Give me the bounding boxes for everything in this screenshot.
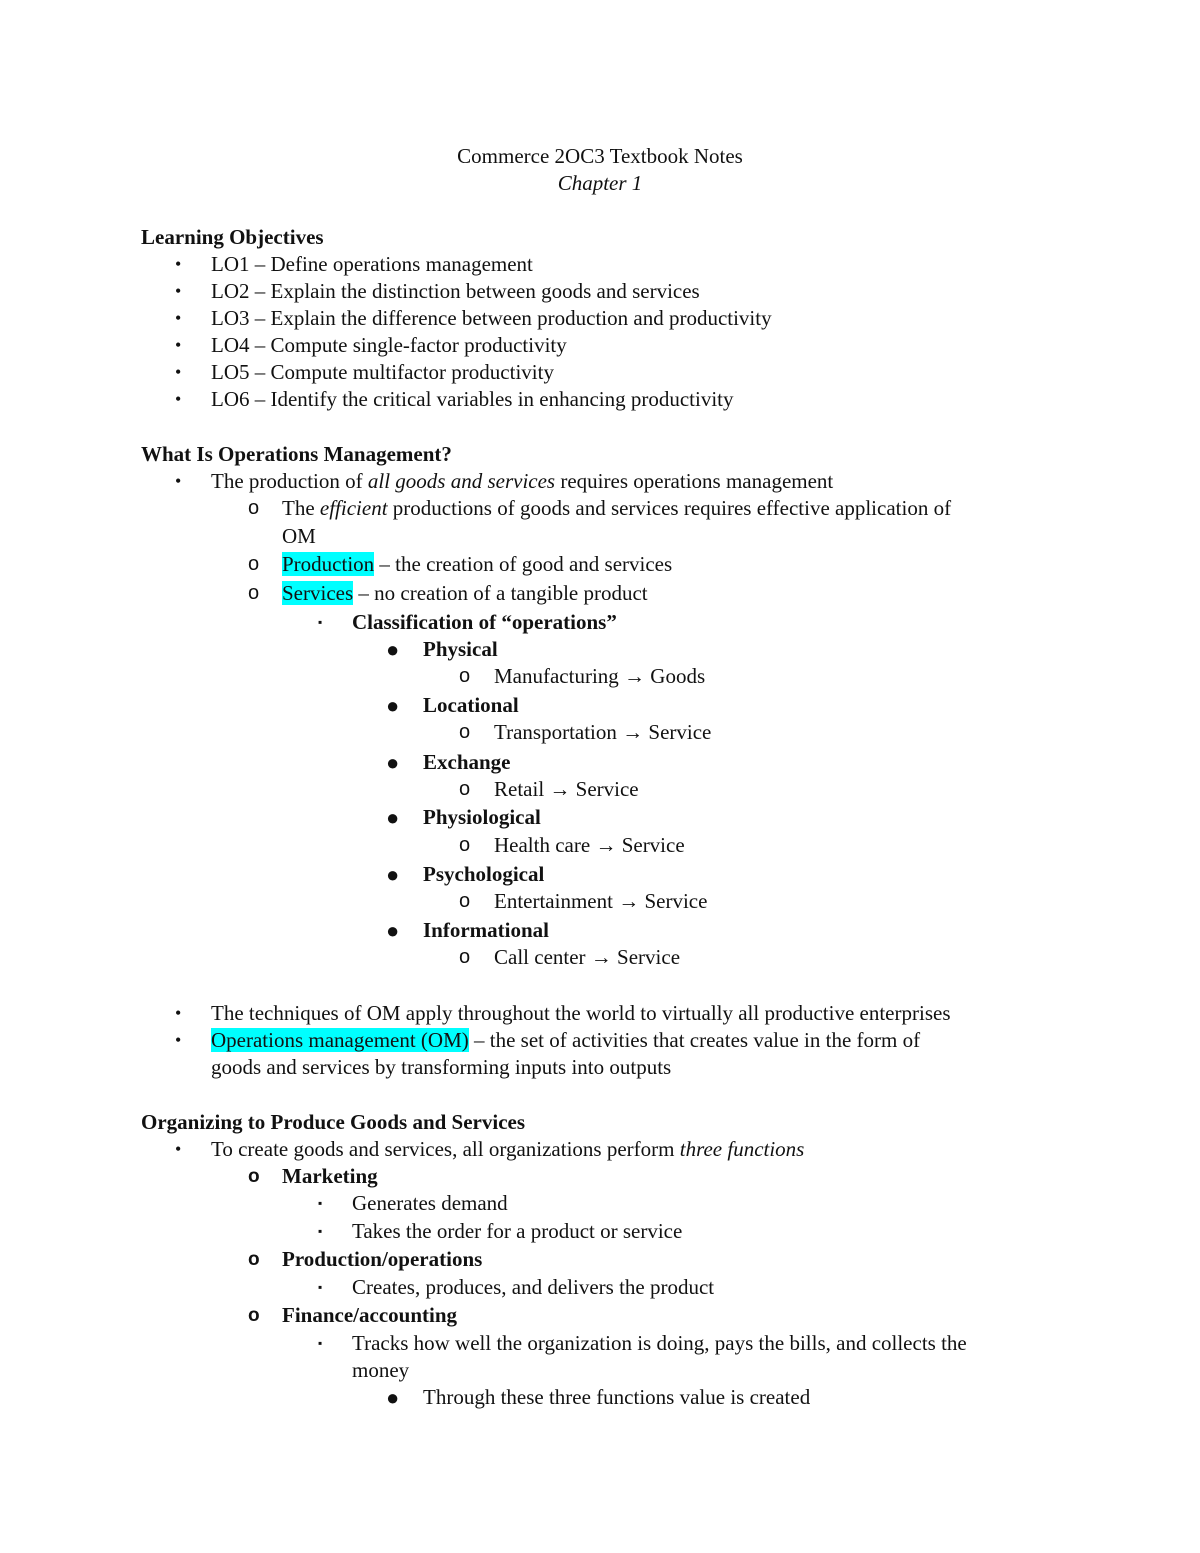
section-heading-what-is-om: What Is Operations Management? [141,442,452,466]
bullet-dot: • [175,389,182,409]
bullet-circle: o [248,582,260,604]
arrow-right-icon: → [622,720,644,744]
bullet-circle: o [248,1249,260,1270]
bullet-dot: • [175,471,182,491]
function-item: Generates demand [352,1191,508,1215]
organizing-point: To create goods and services, all organizations perform three functions [211,1137,805,1161]
objective-item: LO3 – Explain the difference between production and productivity [211,306,772,330]
arrow-right-icon: → [549,777,571,801]
section-heading-organizing: Organizing to Produce Goods and Services [141,1110,526,1134]
bullet-square: ▪ [318,1224,323,1238]
category-name: Exchange [423,750,511,774]
bullet-dot: • [175,308,182,328]
function-marketing: Marketing [282,1164,378,1188]
om-subpoint-efficient: The efficient productions of goods and services requires effective application of [282,496,952,520]
bullet-square: ▪ [318,1280,323,1294]
category-example: Call center → Service [494,945,681,969]
om-point-techniques: The techniques of OM apply throughout the world to virtually all productive enterprises [211,1001,951,1025]
bullet-circle: o [459,665,471,687]
highlight-term: Production [282,552,375,576]
arrow-right-icon: → [590,945,612,969]
highlight-term: Operations management (OM) [211,1028,469,1052]
classification-heading: Classification of “operations” [352,610,617,634]
bullet-circle: o [459,721,471,743]
definition-services: Services – no creation of a tangible product [282,581,648,605]
function-production: Production/operations [282,1247,483,1271]
category-example: Entertainment → Service [494,889,708,913]
category-example: Health care → Service [494,833,685,857]
bullet-circle: o [459,834,471,856]
category-name: Physiological [423,805,541,829]
bullet-disc: ● [386,693,400,718]
definition-production: Production – the creation of good and services [282,552,673,576]
bullet-square: ▪ [318,1336,323,1350]
bullet-circle: o [459,946,471,968]
om-point-production: The production of all goods and services requires operations management [211,469,834,493]
bullet-dot: • [175,254,182,274]
objective-item: LO6 – Identify the critical variables in enhancing productivity [211,387,734,411]
arrow-right-icon: → [595,833,617,857]
section-heading-learning-objectives: Learning Objectives [141,225,324,249]
function-item: Takes the order for a product or service [352,1219,683,1243]
bullet-disc: ● [386,805,400,830]
objective-item: LO1 – Define operations management [211,252,533,276]
category-name: Locational [423,693,519,717]
document-subtitle: Chapter 1 [557,171,643,195]
category-example: Transportation → Service [494,720,712,744]
document-title: Commerce 2OC3 Textbook Notes [457,144,743,168]
bullet-circle: o [459,890,471,912]
highlight-term: Services [282,581,354,605]
bullet-disc: ● [386,918,400,943]
bullet-disc: ● [386,637,400,662]
function-item-cont: money [352,1358,410,1382]
category-example: Manufacturing → Goods [494,664,706,688]
category-name: Physical [423,637,498,661]
bullet-dot: • [175,1030,182,1050]
definition-operations-management: Operations management (OM) – the set of activities that creates value in the form of [211,1028,921,1052]
category-name: Informational [423,918,549,942]
category-name: Psychological [423,862,545,886]
arrow-right-icon: → [624,664,646,688]
arrow-right-icon: → [618,889,640,913]
bullet-dot: • [175,281,182,301]
bullet-circle: o [248,553,260,575]
bullet-circle: o [248,1166,260,1187]
objective-item: LO2 – Explain the distinction between goods and services [211,279,700,303]
bullet-circle: o [248,497,260,519]
bullet-circle: o [459,778,471,800]
category-example: Retail → Service [494,777,639,801]
bullet-disc: ● [386,862,400,887]
bullet-circle: o [248,1305,260,1326]
function-finance: Finance/accounting [282,1303,458,1327]
bullet-square: ▪ [318,1196,323,1210]
objective-item: LO4 – Compute single-factor productivity [211,333,567,357]
function-subitem: Through these three functions value is created [423,1385,811,1409]
bullet-dot: • [175,1003,182,1023]
function-item: Tracks how well the organization is doing, pays the bills, and collects the [352,1331,967,1355]
bullet-dot: • [175,335,182,355]
bullet-dot: • [175,1139,182,1159]
bullet-dot: • [175,362,182,382]
bullet-disc: ● [386,750,400,775]
bullet-square: ▪ [318,615,323,629]
definition-operations-management-cont: goods and services by transforming inputs into outputs [211,1055,672,1079]
objective-item: LO5 – Compute multifactor productivity [211,360,554,384]
function-item: Creates, produces, and delivers the product [352,1275,715,1299]
bullet-disc: ● [386,1385,400,1410]
om-subpoint-efficient-cont: OM [282,524,316,548]
